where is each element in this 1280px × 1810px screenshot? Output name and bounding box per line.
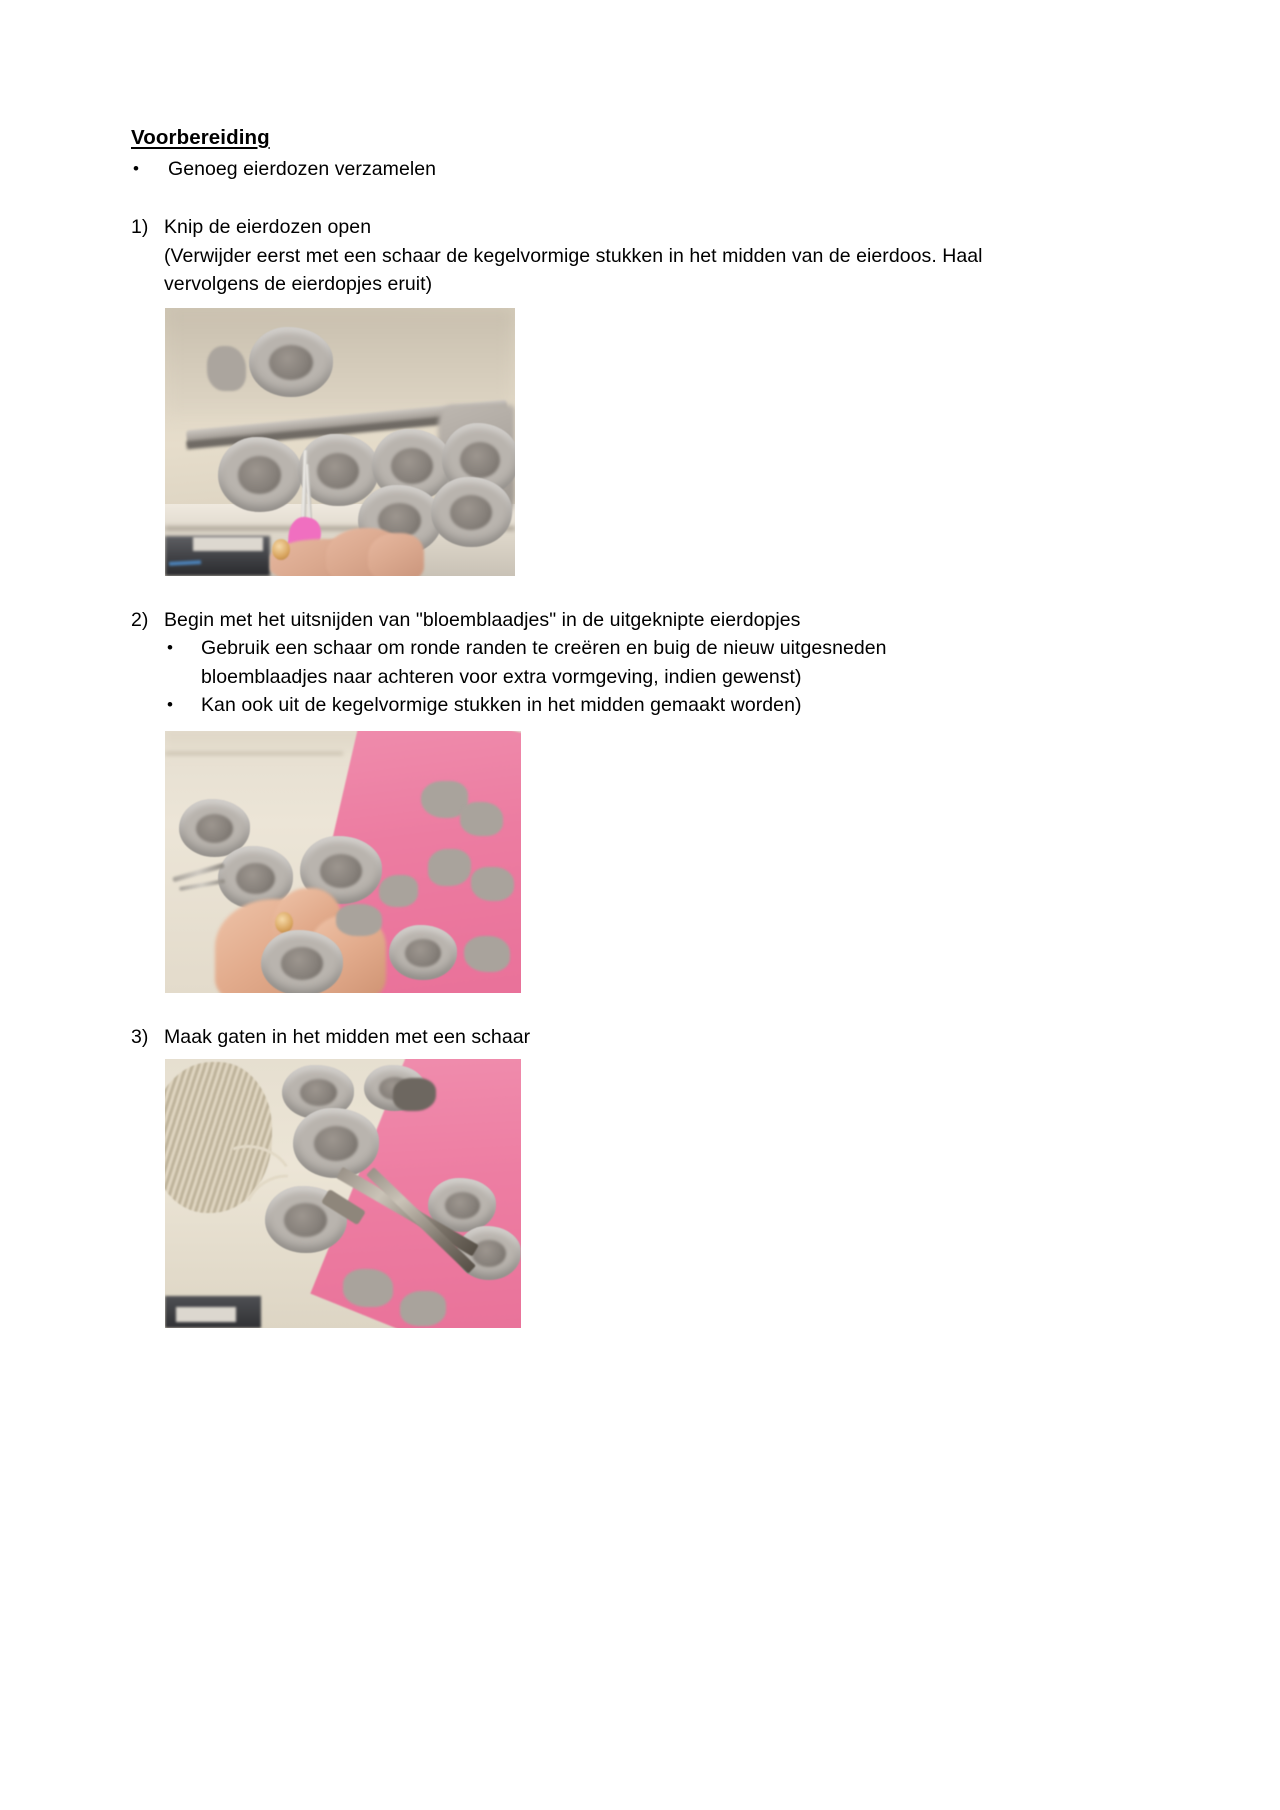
paragraph-spacer bbox=[131, 576, 1131, 606]
step-1-title: Knip de eierdozen open bbox=[164, 216, 372, 239]
egg-carton-cutting-photo bbox=[165, 308, 515, 576]
list-item bbox=[131, 155, 1131, 183]
photo-carton-shard bbox=[343, 1269, 393, 1307]
step-1-heading bbox=[131, 213, 1131, 241]
photo-carton-shard bbox=[207, 346, 246, 392]
step-2-sub-list bbox=[164, 634, 1131, 719]
bullet-icon: • bbox=[167, 638, 174, 658]
photo-carton-shard bbox=[428, 849, 471, 886]
step-1-number: 1) bbox=[131, 216, 149, 239]
step-3-number: 3) bbox=[131, 1026, 149, 1049]
step-2-title: Begin met het uitsnijden van "bloemblaadjes" in de uitgeknipte eierdopjes bbox=[164, 609, 801, 632]
photo-carton-shard bbox=[393, 1078, 436, 1110]
step-3-title: Maak gaten in het midden met een schaar bbox=[164, 1026, 531, 1049]
photo-carton-shard bbox=[336, 904, 382, 935]
document-content bbox=[131, 124, 1131, 1328]
cut-petals-photo bbox=[165, 731, 521, 993]
photo-white-object bbox=[193, 537, 263, 550]
page-title: Voorbereiding bbox=[131, 126, 270, 149]
bullet-icon: • bbox=[133, 159, 140, 179]
bullet-icon: • bbox=[167, 694, 174, 714]
photo-carton-shard bbox=[400, 1291, 446, 1326]
photo-carton-shard bbox=[464, 936, 510, 973]
list-item-label: Genoeg eierdozen verzamelen bbox=[168, 158, 437, 181]
step-2-heading bbox=[131, 606, 1131, 634]
photo-egg-cup bbox=[293, 1108, 378, 1178]
paragraph-spacer bbox=[131, 993, 1131, 1023]
photo-carton-shard bbox=[460, 802, 503, 836]
photo-egg-cup bbox=[261, 930, 343, 993]
photo-fingernail bbox=[272, 539, 290, 560]
list-item bbox=[164, 691, 1131, 719]
paragraph-spacer bbox=[131, 183, 1131, 213]
photo-egg-cup bbox=[218, 437, 302, 512]
photo-white-object bbox=[176, 1307, 237, 1322]
photo-egg-cup bbox=[389, 925, 457, 980]
step-1-note: (Verwijder eerst met een schaar de kegelvormige stukken in het midden van de eierdoos. Haal vervolgens de eierdopjes eruit) bbox=[164, 244, 983, 295]
list-item-label: Gebruik een schaar om ronde randen te creëren en buig de nieuw uitgesneden bloemblaadjes naar achteren voor extra vormgeving, indien gewenst) bbox=[201, 637, 887, 688]
punch-holes-photo bbox=[165, 1059, 521, 1328]
photo-carton-shard bbox=[379, 875, 418, 906]
photo-wall-edge bbox=[165, 752, 343, 755]
step-3-heading bbox=[131, 1023, 1131, 1051]
photo-carton-shard bbox=[471, 867, 514, 901]
photo-egg-cup bbox=[431, 477, 512, 547]
step-2-number: 2) bbox=[131, 609, 149, 632]
list-item bbox=[164, 634, 1131, 691]
list-item-label: Kan ook uit de kegelvormige stukken in het midden gemaakt worden) bbox=[201, 693, 802, 716]
photo-hand bbox=[368, 533, 424, 576]
photo-egg-cup bbox=[249, 327, 333, 397]
